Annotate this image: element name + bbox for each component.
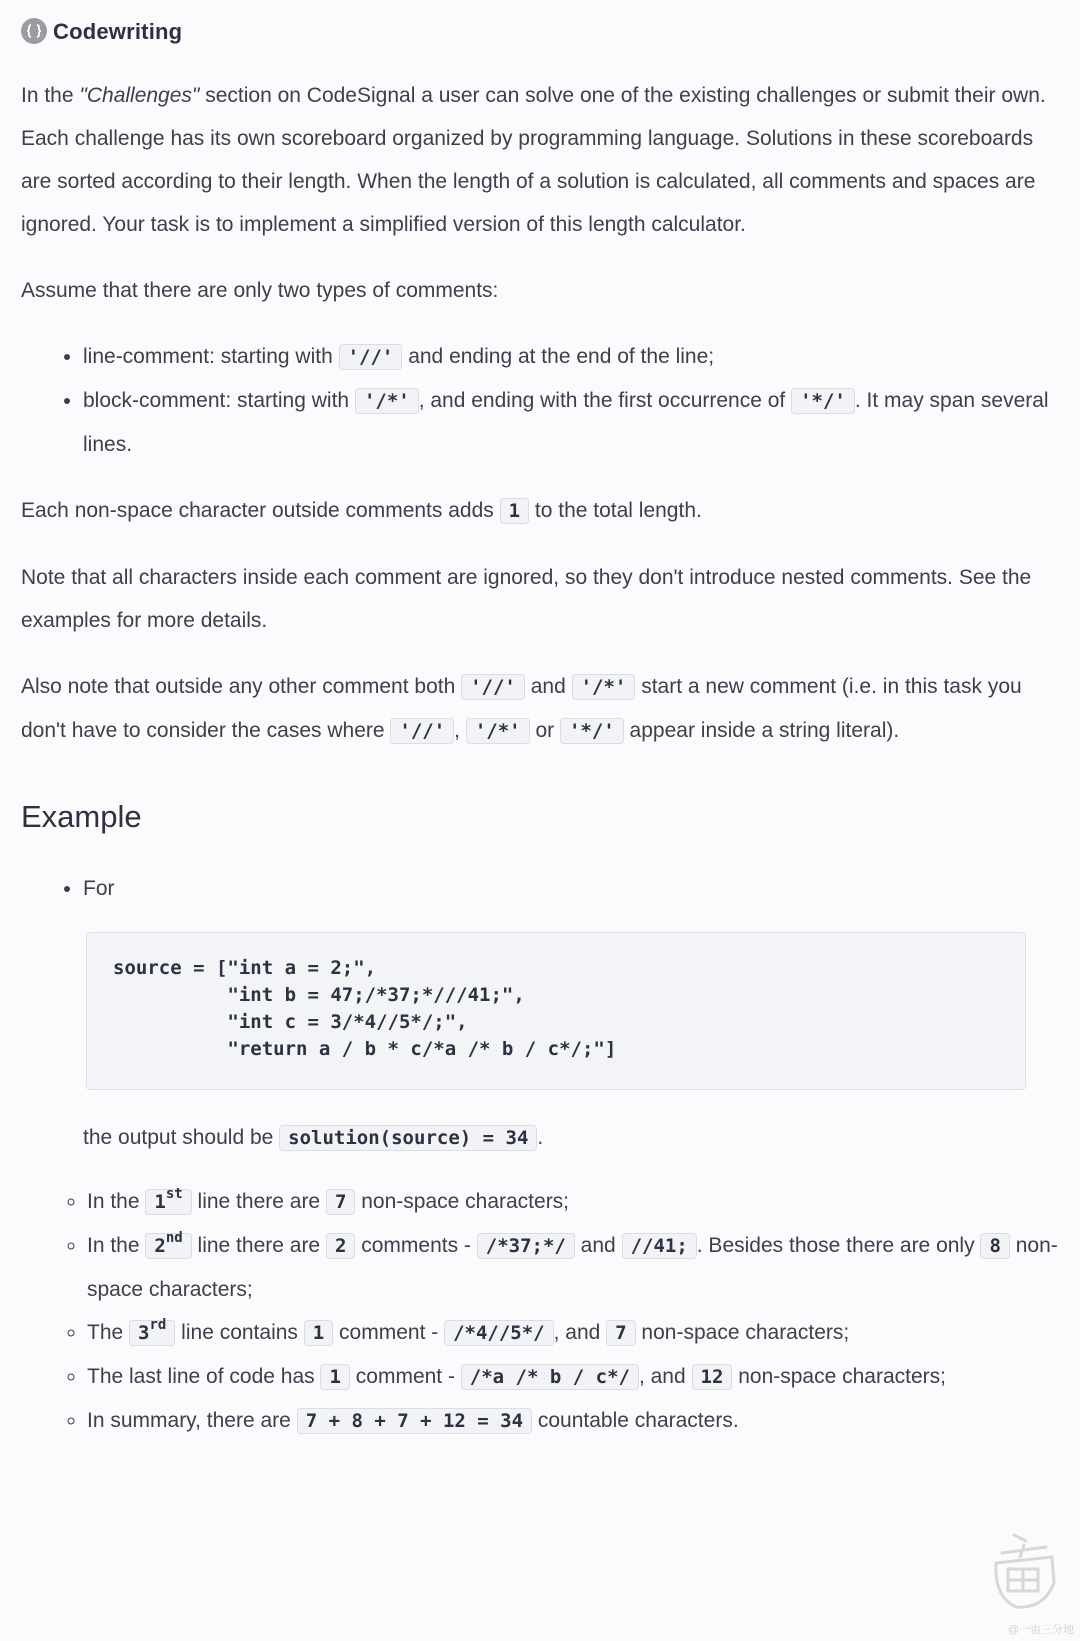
section-header — [21, 10, 1059, 52]
watermark — [974, 1527, 1074, 1637]
output-code: solution(source) = 34 — [279, 1125, 537, 1151]
explanation-list — [21, 1180, 1059, 1443]
example-list — [21, 867, 1059, 910]
assume-paragraph: Assume that there are only two types of comments: — [21, 279, 499, 302]
list-item: ◦ The 3rd line contains 1 comment - /*4//5*/ , and 7 non-space characters; — [87, 1311, 1059, 1355]
source-code-block: source = ["int a = 2;", "int b = 47;/*37;*///41;", "int c = 3/*4//5*/;", "return a / b * c/*a /* b / c*/;"] — [86, 932, 1026, 1090]
example-for-item: • For — [83, 867, 1059, 910]
section-title: Codewriting — [53, 18, 183, 44]
note-nested-paragraph: Note that all characters inside each comment are ignored, so they don't introduce nested comments. See the examples for more details. — [21, 566, 1032, 632]
watermark-text: @一亩三分地 — [1007, 1624, 1074, 1636]
list-item-line-comment: • line-comment: starting with '//' and ending at the end of the line; — [83, 335, 1059, 379]
watermark-logo-icon — [974, 1527, 1064, 1617]
list-item-block-comment: • block-comment: starting with '/*' , and ending with the first occurrence of '*/' . It may span several lines. — [83, 379, 1059, 466]
list-item: ◦ In the 2nd line there are 2 comments - /*37;*/ and //41; . Besides those there are only 8 non-space characters; — [87, 1224, 1059, 1311]
expected-output: the output should be solution(source) = 34 . — [83, 1126, 544, 1149]
comment-types-list — [21, 335, 1059, 466]
intro-paragraph: In the "Challenges" section on CodeSignal a user can solve one of the existing challenges or submit their own. Each challenge has its own scoreboard organized by programming language. Solutions in these scoreboards are sorted according to their length. When the length of a solution is calculated, all comments and spaces are ignored. Your task is to implement a simplified version of this length calculator. — [21, 84, 1046, 236]
each-nonspace-paragraph: Each non-space character outside comments adds 1 to the total length. — [21, 499, 702, 522]
list-item: ◦ In summary, there are 7 + 8 + 7 + 12 = 34 countable characters. — [87, 1399, 1059, 1443]
list-item: ◦ The last line of code has 1 comment - /*a /* b / c*/ , and 12 non-space characters; — [87, 1355, 1059, 1399]
note-string-literal-paragraph: Also note that outside any other comment both '//' and '/*' start a new comment (i.e. in this task you don't have to consider the cases where '//' , '/*' or '*/' appear inside a string literal). — [21, 675, 1022, 742]
braces-icon — [21, 18, 47, 44]
list-item: ◦ In the 1st line there are 7 non-space characters; — [87, 1180, 1059, 1224]
example-heading: Example — [21, 799, 142, 834]
